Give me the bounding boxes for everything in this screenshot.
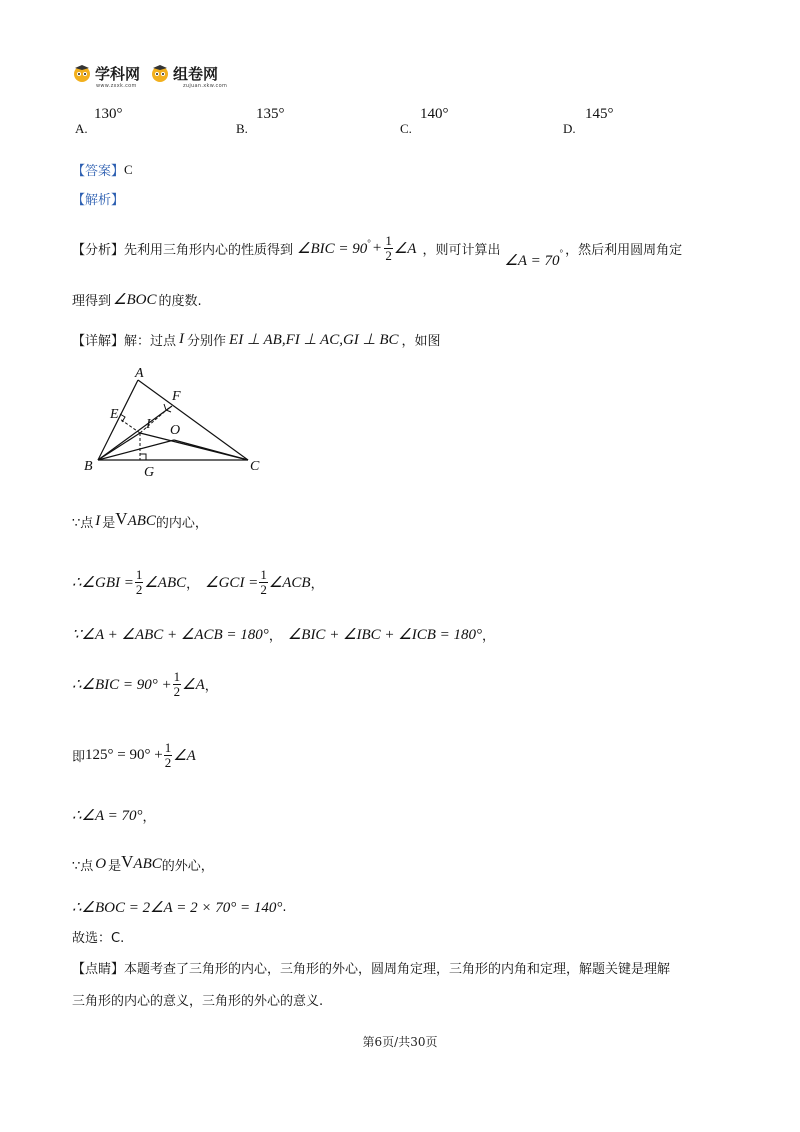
step-1 xyxy=(72,511,208,531)
step-5-pre: 即 xyxy=(72,750,86,765)
detail-line xyxy=(72,330,441,349)
side-ac xyxy=(138,380,248,460)
detail-text-1: 解：过点 xyxy=(124,334,177,349)
fenxi-math-2: ∠A xyxy=(393,241,417,257)
option-b-value: 135° xyxy=(256,106,285,122)
label-o: O xyxy=(170,423,181,438)
step-1-abc: ABC xyxy=(127,512,156,529)
step-6-post: ， xyxy=(142,810,156,825)
answer-tag: 【答案】 xyxy=(72,164,125,179)
step-2-a: ∴∠GBI = xyxy=(72,575,134,591)
step-7-post: 的外心， xyxy=(161,858,214,874)
detail-tag: 【详解】 xyxy=(72,334,125,349)
step-6 xyxy=(72,806,156,825)
step-8-post: . xyxy=(282,900,287,915)
step-2: ∴∠GBI = $\frac{1}{2}$ ∠ABC ， ∠GCI = $\frac{1}{2}$ ∠ACB ， xyxy=(72,567,324,597)
step-7-abc: ABC xyxy=(133,855,162,872)
detail-text-3: ，如图 xyxy=(401,334,441,349)
step-3-c: ∠BIC + ∠IBC + ∠ICB = 180° xyxy=(287,627,483,643)
fenxi-math-4: ∠BOC xyxy=(113,292,157,308)
step-5-a: 125° = 90° + xyxy=(85,747,163,763)
comment-tag: 【点睛】 xyxy=(72,962,125,977)
fenxi-deg-2: ° xyxy=(559,247,564,258)
step-7 xyxy=(72,854,214,874)
step-2-d: ∠GCI = xyxy=(205,575,259,591)
segment-ic xyxy=(140,433,248,460)
step-2-c: ， xyxy=(186,577,200,592)
step-1-pre: ∵点 xyxy=(72,515,94,531)
comment-line-1 xyxy=(72,958,670,977)
zujuan-logo-icon xyxy=(150,63,170,83)
comment-text-2: 三角形的内心的意义，三角形的外心的意义. xyxy=(72,994,324,1009)
fenxi-line-2 xyxy=(72,290,202,309)
label-i: I xyxy=(146,417,151,432)
step-9-text: 故选：C. xyxy=(72,931,125,946)
step-7-point: O xyxy=(95,855,107,872)
fenxi-half: $\frac{1}{2}$ xyxy=(385,233,392,263)
step-6-a: ∴∠A = 70° xyxy=(72,808,143,824)
step-4-b: ∠A xyxy=(182,677,205,693)
fenxi-math-1: ∠BIC = 90 xyxy=(297,241,368,257)
fenxi-tag: 【分析】 xyxy=(72,243,125,258)
fenxi-text-5: 的度数. xyxy=(158,294,202,309)
comment-line-2 xyxy=(72,990,323,1009)
step-3-d: ， xyxy=(482,629,496,644)
answer-value: C xyxy=(124,161,133,177)
step-1-post: 的内心， xyxy=(155,515,208,531)
answer-line xyxy=(72,160,133,179)
step-1-mid: 是 xyxy=(102,515,116,531)
step-4: ∴∠BIC = 90° + $\frac{1}{2}$ ∠A ， xyxy=(72,669,218,699)
step-4-a: ∴∠BIC = 90° + xyxy=(72,677,172,693)
option-d-letter: D. xyxy=(563,121,576,136)
step-9 xyxy=(72,927,124,946)
triangle-symbol-2: V xyxy=(121,852,134,871)
fenxi-deg-1: ° xyxy=(367,237,371,248)
label-a: A xyxy=(135,366,144,381)
fenxi-text-1: 先利用三角形内心的性质得到 xyxy=(124,243,294,258)
step-3-a: ∵∠A + ∠ABC + ∠ACB = 180° xyxy=(72,627,269,643)
zxxk-url: www.zxxk.com xyxy=(96,83,137,89)
step-3 xyxy=(72,625,495,644)
page-footer: 第6页/共30页 xyxy=(362,1035,438,1049)
step-5: 即 125° = 90° + $\frac{1}{2}$ ∠A xyxy=(72,740,196,770)
step-8-a: ∴∠BOC = 2∠A = 2 × 70° = 140° xyxy=(72,900,283,916)
option-c-value: 140° xyxy=(420,106,449,122)
step-8 xyxy=(72,898,286,917)
label-c: C xyxy=(250,459,260,474)
analysis-line xyxy=(72,189,124,208)
segment-bo xyxy=(98,440,174,460)
label-b: B xyxy=(84,459,93,474)
fenxi-math-3: ∠A = 70 xyxy=(504,253,560,269)
triangle-symbol-1: V xyxy=(115,509,128,528)
zxxk-logo-text: 学科网 xyxy=(95,64,141,83)
step-5-b: ∠A xyxy=(173,748,196,764)
triangle-figure xyxy=(80,362,270,480)
label-e: E xyxy=(110,407,119,422)
detail-math-1: I xyxy=(179,331,185,347)
label-g: G xyxy=(144,465,155,480)
step-3-b: ， xyxy=(268,629,282,644)
option-b-letter: B. xyxy=(236,121,248,136)
option-a-letter: A. xyxy=(75,121,88,136)
fenxi-text-3: ，然后利用圆周角定 xyxy=(565,243,683,258)
detail-text-2: 分别作 xyxy=(187,334,227,349)
step-2-b: ∠ABC xyxy=(144,575,187,591)
analysis-tag: 【解析】 xyxy=(72,193,125,208)
zxxk-logo-icon xyxy=(72,63,92,83)
step-4-c: ， xyxy=(204,679,218,694)
zujuan-logo-text: 组卷网 xyxy=(173,64,219,83)
comment-text-1: 本题考查了三角形的内心，三角形的外心，圆周角定理，三角形的内角和定理，解题关键是理解 xyxy=(124,962,671,977)
fenxi-text-2: ，则可计算出 xyxy=(422,243,501,258)
label-f: F xyxy=(172,389,181,404)
fenxi-line-1 xyxy=(72,233,683,269)
step-1-point: I xyxy=(95,512,101,529)
option-d-value: 145° xyxy=(585,106,614,122)
step-2-e: ∠ACB xyxy=(268,575,311,591)
header-logos xyxy=(72,62,220,84)
zujuan-url: zujuan.xkw.com xyxy=(183,83,228,89)
fenxi-text-4: 理得到 xyxy=(72,294,112,309)
right-angle-g xyxy=(140,454,146,460)
option-a-value: 130° xyxy=(94,106,123,122)
detail-math-2: EI ⊥ AB,FI ⊥ AC,GI ⊥ BC xyxy=(229,332,399,348)
option-c-letter: C. xyxy=(400,121,412,136)
step-2-f: ， xyxy=(310,577,324,592)
step-7-pre: ∵点 xyxy=(72,858,94,874)
step-7-mid: 是 xyxy=(108,858,122,874)
fenxi-plus: + xyxy=(372,240,382,256)
